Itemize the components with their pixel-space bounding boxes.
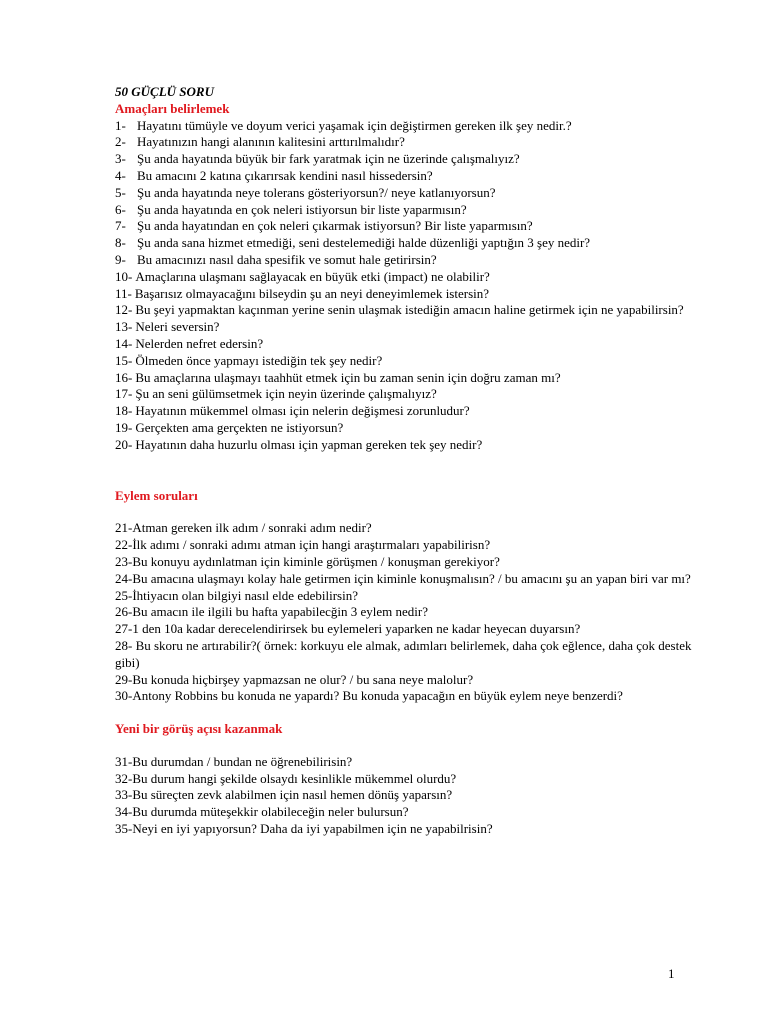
goal-questions-list [115,118,715,454]
question-text: Başarısız olmayacağını bilseydin şu an neyi deneyimlemek istersin? [134,285,490,301]
question-item [115,386,715,403]
question-number: 4- [115,167,126,183]
question-item: 32-Bu durum hangi şekilde olsaydı kesinlikle mükemmel olurdu? [115,770,457,786]
question-text: Şu an seni gülümsetmek için neyin üzerinde çalışmalıyız? [135,386,437,402]
question-number: 12- [115,302,133,318]
question-item: 29-Bu konuda hiçbirşey yapmazsan ne olur? / bu sana neye malolur? [115,671,474,687]
question-item [115,134,715,151]
question-text: Bu amaçlarına ulaşmayı taahhüt etmek için bu zaman senin için doğru zaman mı? [135,369,561,385]
question-text: Şu anda hayatında en çok neleri istiyorsun bir liste yaparmısın? [137,201,467,217]
question-item [115,269,715,286]
question-number: 13- [115,319,133,335]
question-number: 8- [115,235,126,251]
question-item: 30-Antony Robbins bu konuda ne yapardı? Bu konuda yapacağın en büyük eylem neye benzerdi? [115,688,623,704]
question-text: Şu anda hayatından en çok neleri çıkarmak istiyorsun? Bir liste yaparmısın? [137,218,533,234]
question-item [115,336,715,353]
question-item: 31-Bu durumdan / bundan ne öğrenebilirisin? [115,753,353,769]
document-title: 50 GÜÇLÜ SORU [115,84,214,99]
question-item: 22-İlk adımı / sonraki adımı atman için hangi araştırmaları yapabilirisn? [115,537,491,553]
question-number: 14- [115,335,133,351]
question-text: Hayatını tümüyle ve doyum verici yaşamak için değiştirmen gereken ilk şey nedir.? [137,117,572,133]
question-number: 17- [115,386,133,402]
question-item: 35-Neyi en iyi yapıyorsun? Daha da iyi yapabilmen için ne yapabilrisin? [115,821,493,837]
question-item: 23-Bu konuyu aydınlatman için kiminle görüşmen / konuşman gerekiyor? [115,553,500,569]
question-item: 34-Bu durumda müteşekkir olabileceğin neler bulursun? [115,804,409,820]
question-item [115,235,715,252]
question-item [115,252,715,269]
question-item: 24-Bu amacına ulaşmayı kolay hale getirmen için kiminle konuşmalısın? / bu amacını şu an yapan biri var mı? [115,570,691,586]
question-item [115,151,715,168]
question-item [115,168,715,185]
question-item: 33-Bu süreçten zevk alabilmen için nasıl hemen dönüş yaparsın? [115,787,453,803]
question-item [115,437,715,454]
question-item [115,353,715,370]
question-text: Gerçekten ama gerçekten ne istiyorsun? [135,419,344,435]
question-number: 20- [115,436,133,452]
question-item: 26-Bu amacın ile ilgili bu hafta yapabilecğin 3 eylem nedir? [115,604,428,620]
document-body [115,84,715,838]
question-number: 6- [115,201,126,217]
question-item [115,370,715,387]
question-item [115,202,715,219]
question-number: 15- [115,352,133,368]
question-number: 9- [115,251,126,267]
question-number: 2- [115,134,126,150]
question-number: 7- [115,218,126,234]
question-number: 5- [115,184,126,200]
section-heading-goals: Amaçları belirlemek [115,100,230,116]
question-text: Hayatının mükemmel olması için nelerin değişmesi zorunludur? [135,403,470,419]
action-questions-list [115,520,715,705]
question-item [115,286,715,303]
question-number: 10- [115,268,133,284]
question-text: Şu anda hayatında büyük bir fark yaratmak için ne üzerinde çalışmalıyız? [137,151,520,167]
question-number: 1- [115,117,126,133]
question-number: 11- [115,285,132,301]
perspective-questions-list [115,754,715,838]
question-text: Şu anda sana hizmet etmediği, seni destelemediği halde düzenliği yaptığın 3 şey nedir? [137,235,591,251]
question-item [115,302,715,319]
question-text: Neleri seversin? [135,319,220,335]
question-item [115,218,715,235]
page-number: 1 [668,966,675,981]
question-item: 21-Atman gereken ilk adım / sonraki adım nedir? [115,520,372,536]
question-text: Bu amacınızı nasıl daha spesifik ve somut hale getirirsin? [137,251,437,267]
section-heading-action: Eylem soruları [115,487,198,503]
question-number: 3- [115,151,126,167]
question-item [115,403,715,420]
question-item: 27-1 den 10a kadar derecelendirirsek bu eylemeleri yaparken ne kadar heyecan duyarsın? [115,621,581,637]
question-item [115,319,715,336]
question-text: Nelerden nefret edersin? [135,335,264,351]
question-number: 18- [115,403,133,419]
question-number: 19- [115,419,133,435]
question-item: 28- Bu skoru ne artırabilir?( örnek: korkuyu ele almak, adımları belirlemek, daha çok eğlence, daha çok destek gibi) [115,637,692,670]
question-item [115,118,715,135]
question-text: Amaçlarına ulaşmanı sağlayacak en büyük etki (impact) ne olabilir? [135,268,490,284]
question-item [115,420,715,437]
section-heading-perspective: Yeni bir görüş açısı kazanmak [115,721,283,737]
question-text: Hayatının daha huzurlu olması için yapman gereken tek şey nedir? [135,436,483,452]
question-item [115,185,715,202]
question-item: 25-İhtiyacın olan bilgiyi nasıl elde edebilirsin? [115,587,358,603]
question-text: Bu şeyi yapmaktan kaçınman yerine senin ulaşmak istediğin amacın haline getirmek için ne yapabilirsin? [135,302,684,318]
question-number: 16- [115,369,133,385]
question-text: Ölmeden önce yapmayı istediğin tek şey nedir? [135,352,383,368]
question-text: Hayatınızın hangi alanının kalitesini arttırılmalıdır? [137,134,405,150]
question-text: Bu amacını 2 katına çıkarırsak kendini nasıl hissedersin? [137,167,433,183]
question-text: Şu anda hayatında neye tolerans gösteriyorsun?/ neye katlanıyorsun? [137,184,496,200]
